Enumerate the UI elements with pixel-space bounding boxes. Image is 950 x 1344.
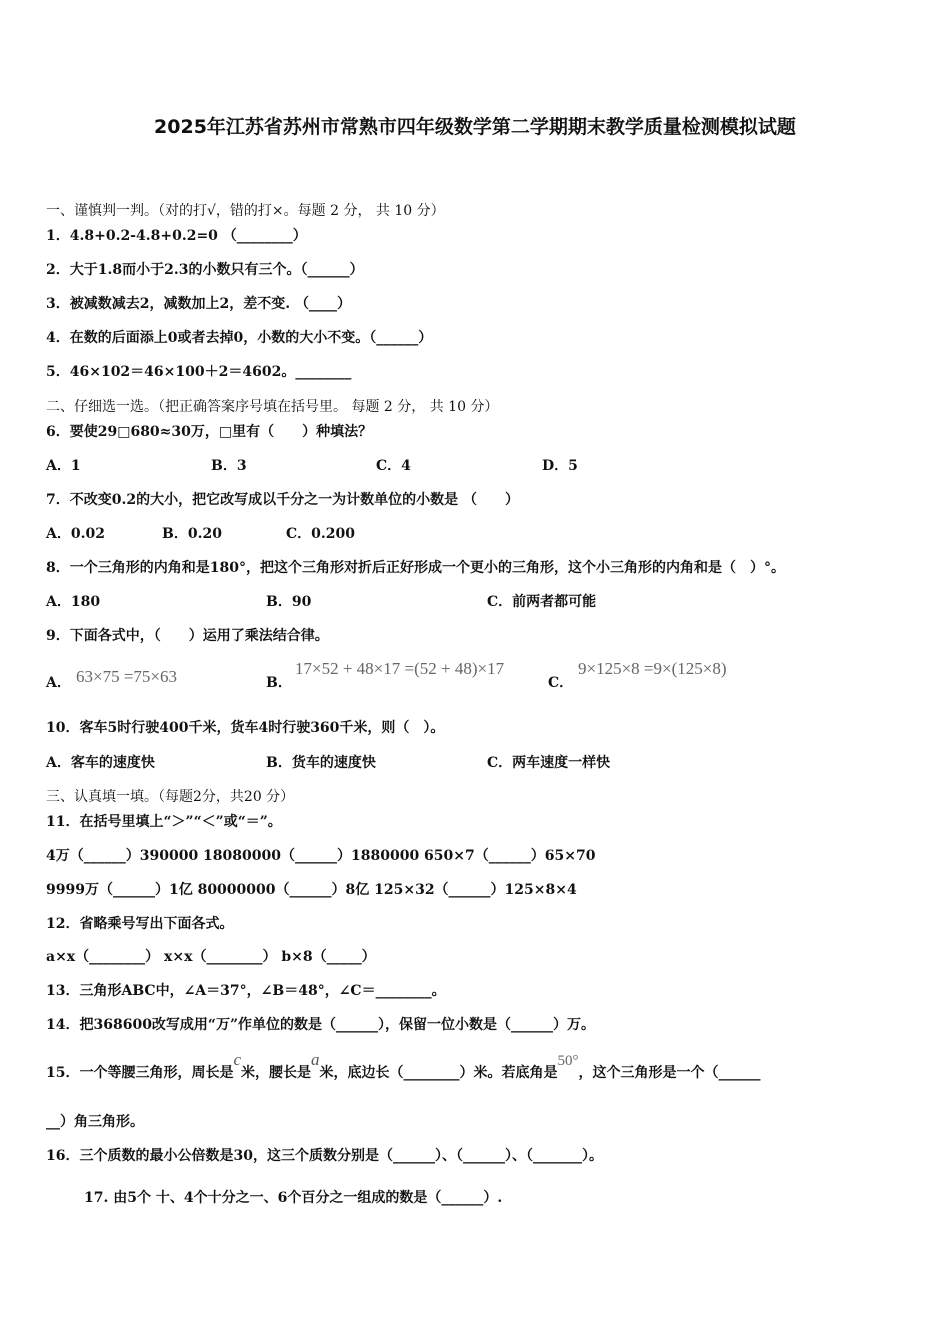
option-c-label: C． [548, 675, 574, 691]
option-b: B．90 [266, 594, 312, 610]
question-12: 12．省略乘号写出下面各式。 [46, 916, 234, 932]
option-c: C．两车速度一样快 [487, 755, 611, 771]
variable-c: c [233, 1050, 242, 1069]
option-b-label: B． [266, 675, 292, 691]
question-3: 3．被减数减去2，减数加上2，差不变. （____） [46, 296, 351, 312]
question-11: 11．在括号里填上“＞”“＜”或“＝”。 [46, 814, 282, 830]
section-1-heading: 一、谨慎判一判。（对的打√，错的打×。每题 2 分， 共 10 分） [46, 203, 445, 219]
option-a-label: A． [46, 675, 71, 691]
question-9: 9．下面各式中，（ ）运用了乘法结合律。 [46, 628, 329, 644]
option-b: B．3 [211, 458, 247, 474]
option-b-expression: 17×52 + 48×17 =(52 + 48)×17 [295, 659, 505, 678]
variable-a: a [311, 1050, 320, 1069]
question-8: 8．一个三角形的内角和是180°，把这个三角形对折后正好形成一个更小的三角形，这个小三角形的内角和是（ ）°。 [46, 560, 785, 576]
question-7: 7．不改变0.2的大小，把它改写成以千分之一为计数单位的小数是 （ ） [46, 492, 519, 508]
option-b: B．0.20 [162, 526, 222, 542]
question-6: 6．要使29□680≈30万，□里有（ ）种填法？ [46, 424, 373, 440]
question-2: 2．大于1.8而小于2.3的小数只有三个。（______） [46, 262, 364, 278]
question-5: 5．46×102＝46×100＋2＝4602。________ [46, 364, 352, 380]
option-c: C．4 [376, 458, 411, 474]
question-15-continued: __）角三角形。 [46, 1114, 144, 1130]
question-12-line: a×x（________） x×x（________） b×8（_____） [46, 949, 376, 965]
question-11-line-2: 9999万（______）1亿 80000000（______）8亿 125×32（______）125×8×4 [46, 882, 577, 898]
option-c-expression: 9×125×8 =9×(125×8) [578, 659, 727, 678]
question-15-part-3: 米，底边长（________）米。若底角是 [319, 1065, 558, 1081]
question-16: 16．三个质数的最小公倍数是30，这三个质数分别是（______）、（______）、（_______）。 [46, 1148, 603, 1164]
question-15-part-1: 15．一个等腰三角形，周长是 [46, 1065, 234, 1081]
option-a: A．180 [46, 594, 101, 610]
section-3-heading: 三、认真填一填。（每题2分，共20 分） [46, 789, 295, 805]
question-11-line-1: 4万（______）390000 18080000（______）1880000 650×7（______）65×70 [46, 848, 596, 864]
option-c: C．0.200 [286, 526, 355, 542]
question-17: 17. 由5个 十、4个十分之一、6个百分之一组成的数是（______）. [84, 1190, 503, 1206]
question-4: 4．在数的后面添上0或者去掉0，小数的大小不变。（______） [46, 330, 433, 346]
question-15-part-4: ，这个三角形是一个（______ [578, 1065, 761, 1081]
question-15-part-2: 米，腰长是 [241, 1065, 312, 1081]
option-d: D．5 [542, 458, 578, 474]
option-c: C．前两者都可能 [487, 594, 597, 610]
question-10: 10．客车5时行驶400千米，货车4时行驶360千米，则（ ）。 [46, 720, 445, 736]
option-a: A．0.02 [46, 526, 105, 542]
option-a-expression: 63×75 =75×63 [76, 667, 178, 686]
question-9-options [46, 659, 930, 695]
option-a: A．1 [46, 458, 81, 474]
question-13: 13．三角形ABC中，∠A＝37°，∠B＝48°，∠C＝________。 [46, 983, 446, 999]
question-14: 14．把368600改写成用“万”作单位的数是（______），保留一位小数是（______）万。 [46, 1017, 596, 1033]
angle-value: 50° [557, 1053, 579, 1069]
question-15 [46, 1050, 930, 1083]
page-title: 2025年江苏省苏州市常熟市四年级数学第二学期期末教学质量检测模拟试题 [154, 116, 796, 138]
section-2-heading: 二、仔细选一选。（把正确答案序号填在括号里。 每题 2 分， 共 10 分） [46, 399, 499, 415]
question-1: 1．4.8+0.2-4.8+0.2=0 （________） [46, 228, 307, 244]
option-b: B．货车的速度快 [266, 755, 376, 771]
option-a: A．客车的速度快 [46, 755, 155, 771]
